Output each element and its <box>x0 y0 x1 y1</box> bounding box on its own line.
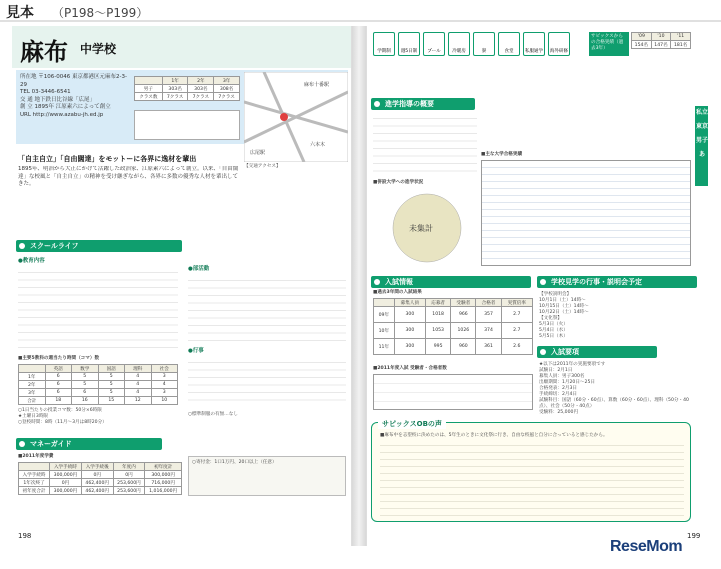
td: 147名 <box>651 41 671 49</box>
notes <box>18 408 178 426</box>
th: 英語 <box>45 365 72 373</box>
school-name: 麻布 <box>20 37 68 66</box>
td: 5 <box>98 389 125 397</box>
td: 6 <box>45 373 72 381</box>
table-row <box>19 365 178 373</box>
left-page-number: 198 <box>18 532 32 540</box>
table-row <box>632 41 691 49</box>
td: 09年 <box>374 307 395 323</box>
progress-text-2 <box>481 98 591 138</box>
td: 4 <box>151 381 178 389</box>
td: 374 <box>476 323 501 339</box>
watermark-logo: ReseMom <box>610 538 683 555</box>
td: 4 <box>125 373 152 381</box>
td: 300 <box>394 307 425 323</box>
entry-line: 試験科目：国語（60分・60点）、算数（60分・60点）、理科（50分・40点）、社会（50分・40点） <box>539 398 689 409</box>
pie-chart <box>387 188 467 268</box>
schedule-line: 10月22日（土）14時〜 <box>539 310 589 315</box>
td: 初年度合計 <box>19 487 50 495</box>
club-text-block <box>188 276 346 344</box>
feature-icon: 週5日制 <box>398 32 420 56</box>
td: 2.7 <box>501 307 532 323</box>
td: 4 <box>125 381 152 389</box>
table-row <box>19 381 178 389</box>
left-page <box>12 26 352 546</box>
td: 5 <box>72 381 99 389</box>
edu-content-heading: ●教育内容 <box>18 258 45 264</box>
schedule-line: 10月1日（土）14時〜 <box>539 298 586 303</box>
access-map <box>244 72 348 162</box>
visit-heading: 学校見学の行事・説明会予定 <box>537 276 697 288</box>
td: 1年次終了 <box>19 479 50 487</box>
th: 年度内 <box>113 463 145 471</box>
th: '10 <box>651 33 671 41</box>
chart-caption: ■併設大学への進学状況 <box>373 180 424 185</box>
table-row <box>19 397 178 405</box>
hours-table <box>18 364 178 405</box>
td: 960 <box>451 339 476 355</box>
th: '11 <box>671 33 691 41</box>
univ-caption: ■主な大学合格実績 <box>481 152 523 157</box>
side-tab-label: 男子 <box>695 137 708 144</box>
td: 300,000円 <box>50 471 82 479</box>
td: 1018 <box>426 307 451 323</box>
td: 0円 <box>81 471 113 479</box>
table-row <box>19 471 182 479</box>
th: 1年 <box>162 77 188 85</box>
td: 6 <box>45 381 72 389</box>
td: 3 <box>151 373 178 381</box>
td: 7クラス <box>214 93 240 101</box>
side-tab-label: あ <box>698 151 705 158</box>
side-tab <box>695 106 708 186</box>
info-line[interactable]: URL http://www.azabu-jh.ed.jp <box>20 111 104 118</box>
th: 受験者 <box>451 299 476 307</box>
entry-line: 募集人員：男子300名 <box>539 374 585 379</box>
th: 実質倍率 <box>501 299 532 307</box>
map-label: 麻布十番駅 <box>304 82 330 88</box>
td: 男子 <box>135 85 163 93</box>
misc-text: ○寄付金：1口1万円、20口以上（任意） <box>192 460 277 465</box>
schedule-line: 10月15日（土）14時〜 <box>539 304 589 309</box>
th: 国語 <box>98 365 125 373</box>
entry-heading: 入試要項 <box>537 346 657 358</box>
header-pages: （P198〜P199） <box>52 6 149 20</box>
th: 理科 <box>125 365 152 373</box>
table-row <box>374 323 533 339</box>
info-line: 創 立 1895年 江原素六によって創立 <box>20 104 111 110</box>
td: 308名 <box>214 85 240 93</box>
td: 3年 <box>19 389 46 397</box>
td: 10 <box>151 397 178 405</box>
side-tab-label: 私立 <box>695 109 708 116</box>
exam-caption: ■過去3年間の入試結果 <box>373 290 422 295</box>
hours-caption: ■主要5教科の週当たり時間（コマ）数 <box>18 356 100 361</box>
money-guide-bar: マネーガイド <box>16 438 162 450</box>
td: 18 <box>45 397 72 405</box>
schedule-line: 5月5日（木） <box>539 334 568 339</box>
photo-placeholder <box>134 110 240 140</box>
progress-heading: 進学指導の概要 <box>371 98 475 110</box>
td: 7クラス <box>188 93 214 101</box>
td: 361 <box>476 339 501 355</box>
td: 11年 <box>374 339 395 355</box>
th <box>374 299 395 307</box>
ob-text-lines <box>380 441 684 517</box>
ob-voice-box <box>371 422 691 522</box>
access-caption: 【交通アクセス】 <box>244 164 281 169</box>
td: 16 <box>72 397 99 405</box>
td: 2.6 <box>501 339 532 355</box>
entry-line: 手続締切：2月4日 <box>539 392 578 397</box>
table-row <box>19 463 182 471</box>
table-row <box>19 373 178 381</box>
td: 300,000円 <box>145 471 182 479</box>
entry-line: 出願期間：1月20日〜25日 <box>539 380 595 385</box>
feature-icon: 食堂 <box>498 32 520 56</box>
td: 1年 <box>19 373 46 381</box>
money-table <box>18 462 182 495</box>
td: 966 <box>451 307 476 323</box>
th: 3年 <box>214 77 240 85</box>
table-row <box>19 389 178 397</box>
note-line: ○登校時間：8時（11月〜3月は8時20分） <box>18 420 107 425</box>
school-type: 中学校 <box>80 42 117 56</box>
body-text-block <box>18 268 178 354</box>
table-row <box>135 77 240 85</box>
th: '09 <box>632 33 652 41</box>
side-tab-label: 東京 <box>695 123 708 130</box>
td: 462,400円 <box>81 487 113 495</box>
ob-text: ■麻布中を志望校に決めたのは、5年生のときに文化祭に行き、自由な校風と自分に合っていると感じたから。 <box>380 433 608 438</box>
book-spread <box>12 26 708 546</box>
exam-heading: 入試情報 <box>371 276 531 288</box>
info-lines <box>20 74 130 119</box>
intro-heading: 「自主自立」「自由闊達」をモットーに各界に逸材を輩出 <box>18 155 197 163</box>
td: 合計 <box>19 397 46 405</box>
td: 12 <box>125 397 152 405</box>
book-gutter <box>352 26 366 546</box>
td: 6 <box>45 389 72 397</box>
entry-line: 合格発表：2月3日 <box>539 386 578 391</box>
td: 7クラス <box>162 93 188 101</box>
feature-icon: 寮 <box>473 32 495 56</box>
th: 初年度計 <box>145 463 182 471</box>
td: 253,600円 <box>113 479 145 487</box>
info-line: 交 通 地下鉄日比谷線「広尾」 <box>20 96 95 103</box>
td: 入学手続時 <box>19 471 50 479</box>
table-row <box>135 85 240 93</box>
schedule-line: 5月3日（火） <box>539 322 568 327</box>
feature-icons <box>373 32 570 56</box>
th: 社会 <box>151 365 178 373</box>
td: 300,000円 <box>50 487 82 495</box>
td: 5 <box>98 373 125 381</box>
td: 5 <box>72 373 99 381</box>
td: 0円 <box>50 479 82 487</box>
table-row <box>374 307 533 323</box>
td: 3 <box>151 389 178 397</box>
right-page-number: 199 <box>687 532 701 540</box>
td: 0円 <box>113 471 145 479</box>
table-row <box>135 93 240 101</box>
td: 300 <box>394 339 425 355</box>
th: 2年 <box>188 77 214 85</box>
table-row <box>374 339 533 355</box>
th <box>19 463 50 471</box>
sapix-table <box>631 32 691 49</box>
td: 181名 <box>671 41 691 49</box>
td: 357 <box>476 307 501 323</box>
td: 1053 <box>426 323 451 339</box>
th <box>19 365 46 373</box>
entry-list <box>539 362 689 416</box>
results-table <box>373 374 533 410</box>
td: 462,400円 <box>81 479 113 487</box>
map-label: 広尾駅 <box>250 150 266 156</box>
td: 995 <box>426 339 451 355</box>
stats-table <box>134 76 240 101</box>
uniform-caption: ○標準制服の有無…なし <box>188 412 238 417</box>
info-line: 所在地 〒106-0046 東京都港区元麻布2-3-29 <box>20 74 127 88</box>
event-text-block <box>188 358 346 404</box>
progress-text <box>373 114 477 178</box>
feature-icon: 海外研修 <box>548 32 570 56</box>
ob-heading: サピックスOBの声 <box>378 419 446 429</box>
th: 応募者 <box>426 299 451 307</box>
univ-results-table <box>481 160 691 266</box>
td: 1026 <box>451 323 476 339</box>
table-row <box>632 33 691 41</box>
td: 2.7 <box>501 323 532 339</box>
feature-icon: プール <box>423 32 445 56</box>
schedule-line: 5月4日（水） <box>539 328 568 333</box>
th <box>135 77 163 85</box>
td: 300 <box>394 323 425 339</box>
exam-table <box>373 298 533 355</box>
sapix-label: サピックスからの合格実績（過去3年） <box>589 32 629 56</box>
th: 入学手続後 <box>81 463 113 471</box>
entry-line: 試験日：2月1日 <box>539 368 573 373</box>
td: 10年 <box>374 323 395 339</box>
td: 4 <box>125 389 152 397</box>
header <box>0 0 721 22</box>
td: 716,000円 <box>145 479 182 487</box>
td: 15 <box>98 397 125 405</box>
entry-line: 受験料：25,000円 <box>539 410 579 415</box>
td: 1,016,000円 <box>145 487 182 495</box>
td: 303名 <box>188 85 214 93</box>
table-row <box>19 487 182 495</box>
event-heading: ●行事 <box>188 348 204 354</box>
schedule-list <box>539 292 619 340</box>
table-row <box>19 479 182 487</box>
table-row <box>374 299 533 307</box>
td: 6 <box>72 389 99 397</box>
schedule-line: 【学校説明会】 <box>539 292 572 297</box>
pie-label: 未集計 <box>409 224 433 233</box>
entry-line: ★以下は2011年の実施要項です <box>539 362 606 367</box>
info-line: TEL 03-3446-6541 <box>20 89 71 95</box>
feature-icon: 学期制 <box>373 32 395 56</box>
header-title: 見本 <box>6 5 34 21</box>
th: 合格者 <box>476 299 501 307</box>
club-heading: ●部活動 <box>188 266 210 272</box>
th: 数学 <box>72 365 99 373</box>
th: 募集人員 <box>394 299 425 307</box>
schedule-line: 【文化祭】 <box>539 316 562 321</box>
note-line: ★土曜日3時限 <box>18 414 49 419</box>
note-line: ○1日当たりの授業コマ数：50分×6時限 <box>18 408 102 413</box>
feature-icon: 私服通学 <box>523 32 545 56</box>
td: 5 <box>98 381 125 389</box>
td: クラス数 <box>135 93 163 101</box>
th: 入学手続時 <box>50 463 82 471</box>
other-costs-box <box>188 456 346 496</box>
feature-icon: 冷暖房 <box>448 32 470 56</box>
results-caption: ■2011年度入試 受験者・合格者数 <box>373 366 447 371</box>
intro-text: 1895年、明治から大正にかけて活躍した政治家、江原素六によって創立。以来、「自由闊達」な校風と「自主自立」の精神を受け継ぎながら、各界に多数の優秀な人材を輩出してきた。 <box>18 166 239 187</box>
school-marker-icon <box>280 113 288 121</box>
td: 154名 <box>632 41 652 49</box>
map-label: 六本木 <box>310 142 326 148</box>
right-page <box>366 26 708 546</box>
school-life-bar: スクールライフ <box>16 240 182 252</box>
td: 303名 <box>162 85 188 93</box>
td: 253,600円 <box>113 487 145 495</box>
td: 2年 <box>19 381 46 389</box>
money-caption: ■2011年度学費 <box>18 454 54 459</box>
